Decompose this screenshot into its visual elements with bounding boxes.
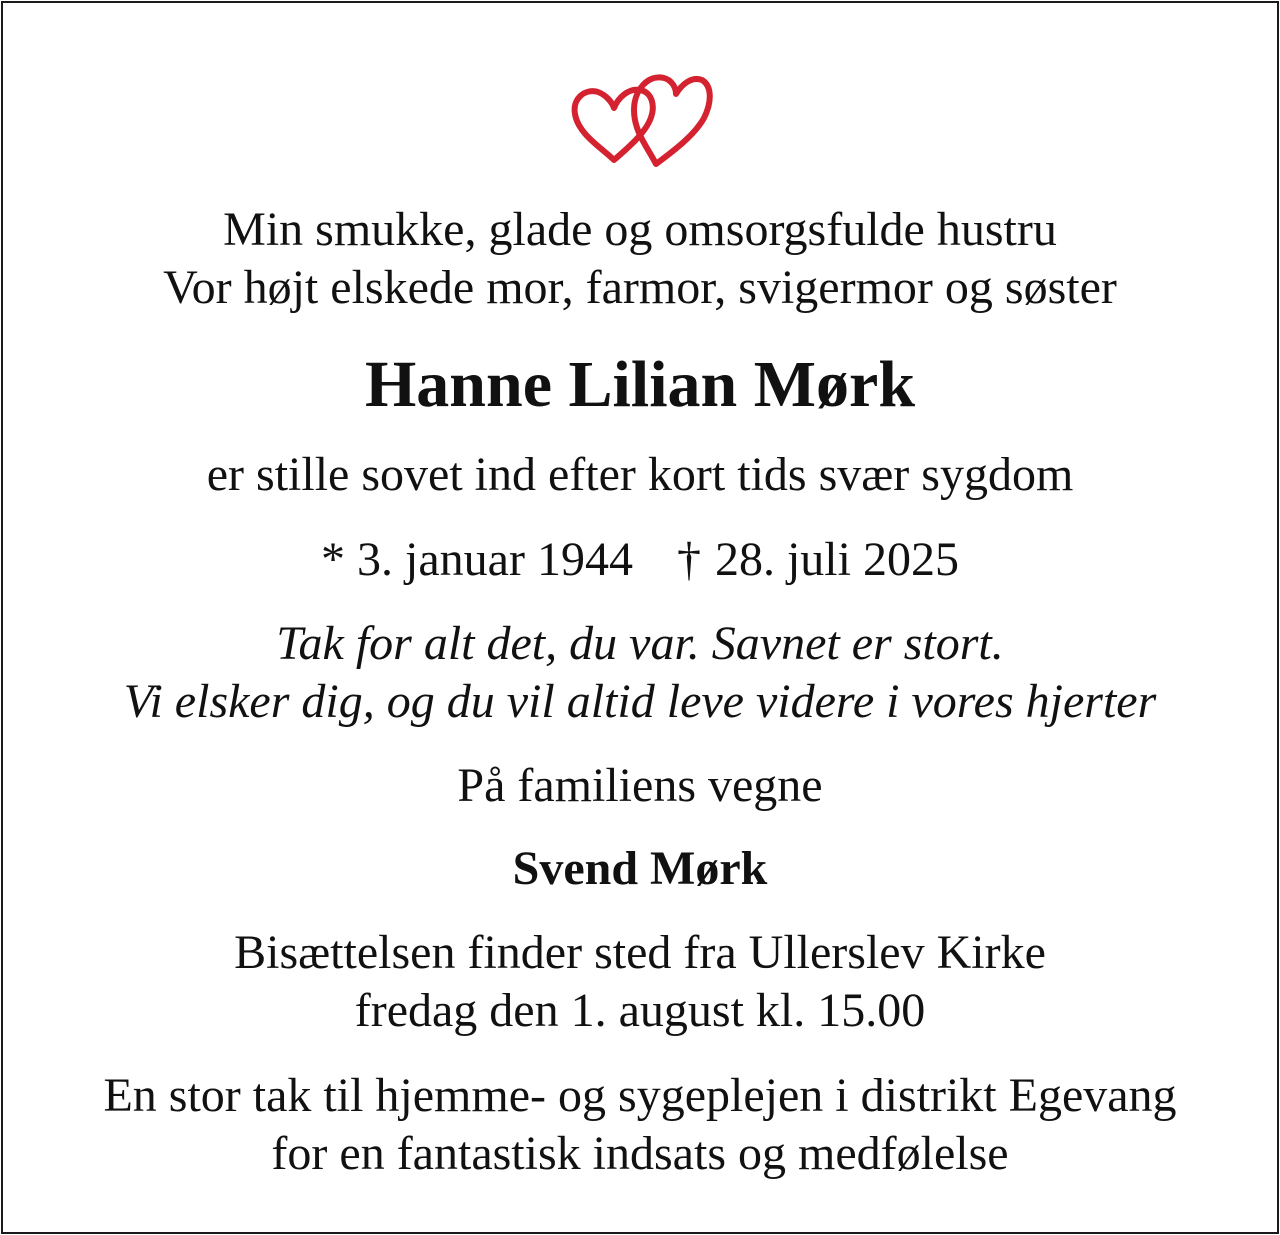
- signature-name: Svend Mørk: [512, 842, 768, 895]
- funeral-line-2: fredag den 1. august kl. 15.00: [354, 984, 926, 1037]
- intro-line-1: Min smukke, glade og omsorgsfulde hustru: [223, 203, 1057, 256]
- cross-icon: †: [676, 533, 701, 586]
- dates-line: [0, 533, 1280, 586]
- deceased-name: Hanne Lilian Mørk: [364, 348, 916, 421]
- thanks-line-1: En stor tak til hjemme- og sygeplejen i distrikt Egevang: [103, 1069, 1177, 1122]
- announcement-text: er stille sovet ind efter kort tids svær sygdom: [206, 448, 1074, 501]
- funeral-line-1: Bisættelsen finder sted fra Ullerslev Kirke: [234, 926, 1046, 979]
- signature-intro: På familiens vegne: [457, 759, 823, 812]
- thanks-line-2: for en fantastisk indsats og medfølelse: [271, 1127, 1009, 1180]
- tribute-line-2: Vi elsker dig, og du vil altid leve videre i vores hjerter: [123, 675, 1157, 728]
- two-interlocked-hearts-icon: [568, 62, 714, 168]
- tribute-line-1: Tak for alt det, du var. Savnet er stort.: [276, 617, 1004, 670]
- death-date: 28. juli 2025: [714, 533, 959, 586]
- birth-date: 3. januar 1944: [357, 533, 633, 586]
- birth-symbol: *: [321, 533, 346, 586]
- intro-line-2: Vor højt elskede mor, farmor, svigermor og søster: [163, 261, 1117, 314]
